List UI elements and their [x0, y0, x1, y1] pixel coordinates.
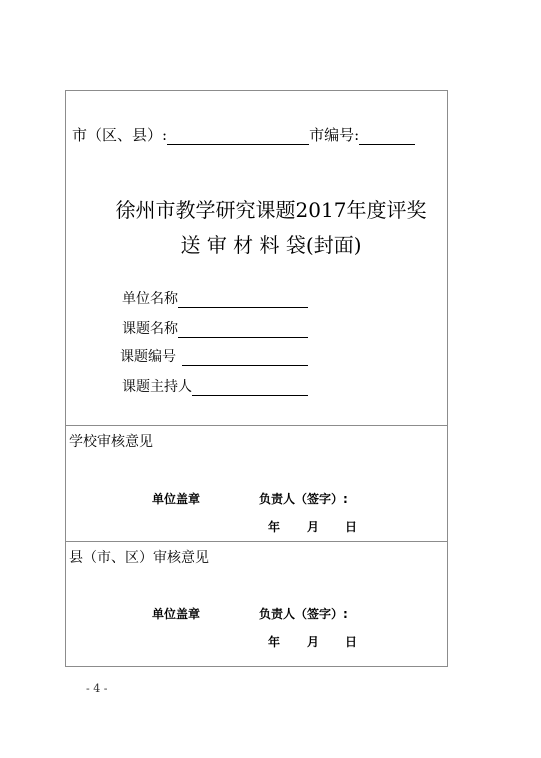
unit-name-blank[interactable] — [178, 307, 308, 308]
field-label: 单位名称 — [122, 291, 178, 307]
field-label: 课题编号 — [120, 349, 176, 365]
project-name-blank[interactable] — [178, 337, 308, 338]
project-number-blank[interactable] — [182, 365, 308, 366]
school-date-year: 年 — [268, 520, 281, 534]
county-date-day: 日 — [345, 635, 358, 649]
city-number-label: 市编号: — [309, 126, 360, 144]
city-district-label: 市（区、县）: — [72, 126, 168, 144]
field-unit-name — [122, 288, 308, 308]
school-date-day: 日 — [345, 520, 358, 534]
form-title: 徐州市教学研究课题2017年度评奖 — [115, 198, 427, 222]
page-number: - 4 - — [86, 682, 108, 695]
county-date-year: 年 — [268, 635, 281, 649]
header-row — [72, 124, 415, 145]
county-date-month: 月 — [307, 635, 320, 649]
city-district-blank[interactable] — [167, 144, 309, 145]
field-project-host — [122, 376, 308, 396]
form-subtitle: 送 审 材 料 袋(封面) — [180, 233, 362, 257]
field-project-name — [122, 318, 308, 338]
section-divider — [65, 541, 448, 542]
section-divider — [65, 425, 448, 426]
city-number-blank[interactable] — [359, 144, 415, 145]
county-review-title: 县（市、区）审核意见 — [69, 550, 209, 566]
county-signer-label: 负责人（签字）: — [259, 607, 348, 621]
project-host-blank[interactable] — [192, 395, 308, 396]
school-seal-label: 单位盖章 — [152, 492, 201, 506]
county-seal-label: 单位盖章 — [152, 607, 201, 621]
field-label: 课题名称 — [122, 321, 178, 337]
school-review-title: 学校审核意见 — [69, 434, 153, 450]
field-label: 课题主持人 — [122, 379, 192, 395]
field-project-number — [120, 346, 308, 366]
school-date-month: 月 — [307, 520, 320, 534]
school-signer-label: 负责人（签字）: — [259, 492, 348, 506]
